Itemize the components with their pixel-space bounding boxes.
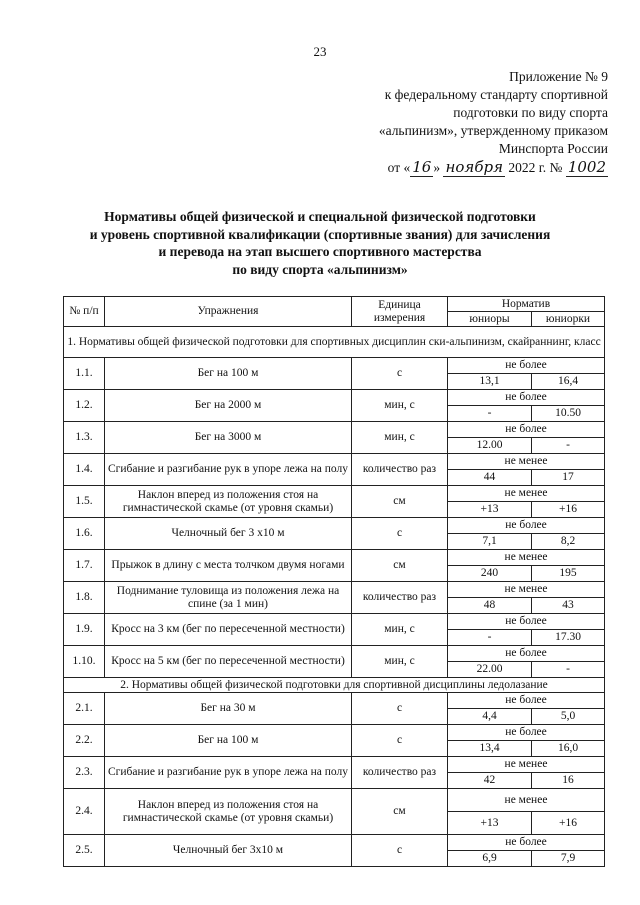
- row-value-juniors-male: 22.00: [448, 662, 532, 678]
- table-row: [64, 422, 605, 438]
- table-row: [64, 789, 605, 812]
- row-exercise: Бег на 3000 м: [105, 422, 352, 454]
- table-row: [64, 646, 605, 662]
- appendix-line-5: Минспорта России: [498, 141, 608, 156]
- title-line-2: и уровень спортивной квалификации (спортивные звания) для зачисления: [89, 226, 551, 242]
- table-row: [64, 518, 605, 534]
- table-row: [64, 358, 605, 374]
- row-value-juniors-female: -: [532, 662, 605, 678]
- row-norm-condition: не более: [448, 358, 605, 374]
- row-unit: количество раз: [352, 582, 448, 614]
- row-value-juniors-male: 13,1: [448, 374, 532, 390]
- row-value-juniors-male: 48: [448, 598, 532, 614]
- row-value-juniors-male: 7,1: [448, 534, 532, 550]
- row-value-juniors-male: 12.00: [448, 438, 532, 454]
- appendix-line-3: подготовки по виду спорта: [453, 105, 608, 120]
- header-juniors-female: юниорки: [532, 312, 605, 327]
- row-norm-condition: не более: [448, 422, 605, 438]
- appendix-header: [288, 68, 608, 177]
- table-row: [64, 835, 605, 851]
- row-exercise: Кросс на 3 км (бег по пересеченной местности): [105, 614, 352, 646]
- row-exercise: Бег на 100 м: [105, 358, 352, 390]
- title-line-4: по виду спорта «альпинизм»: [232, 261, 408, 277]
- row-unit: см: [352, 486, 448, 518]
- table-row: [64, 390, 605, 406]
- row-unit: с: [352, 358, 448, 390]
- row-unit: мин, с: [352, 422, 448, 454]
- row-num: 1.3.: [64, 422, 105, 454]
- header-unit: Единица измерения: [352, 297, 448, 327]
- row-value-juniors-male: 240: [448, 566, 532, 582]
- table-row: [64, 614, 605, 630]
- row-unit: мин, с: [352, 390, 448, 422]
- page-number: 23: [313, 44, 327, 59]
- handwritten-day: 16: [412, 158, 432, 176]
- row-num: 1.6.: [64, 518, 105, 550]
- row-exercise: Бег на 30 м: [105, 693, 352, 725]
- row-exercise: Челночный бег 3x10 м: [105, 835, 352, 867]
- row-num: 2.4.: [64, 789, 105, 835]
- row-exercise: Поднимание туловища из положения лежа на спине (за 1 мин): [105, 582, 352, 614]
- table-row: [64, 725, 605, 741]
- row-unit: см: [352, 550, 448, 582]
- row-value-juniors-female: 7,9: [532, 851, 605, 867]
- row-exercise: Сгибание и разгибание рук в упоре лежа на полу: [105, 454, 352, 486]
- appendix-line-1: Приложение № 9: [509, 69, 608, 84]
- row-norm-condition: не менее: [448, 757, 605, 773]
- row-unit: с: [352, 518, 448, 550]
- row-value-juniors-male: -: [448, 630, 532, 646]
- row-value-juniors-female: -: [532, 438, 605, 454]
- row-num: 1.1.: [64, 358, 105, 390]
- row-exercise: Прыжок в длину с места толчком двумя ногами: [105, 550, 352, 582]
- year-text: 2022 г. №: [508, 160, 563, 175]
- row-norm-condition: не более: [448, 693, 605, 709]
- row-norm-condition: не менее: [448, 582, 605, 598]
- row-norm-condition: не менее: [448, 454, 605, 470]
- row-value-juniors-male: 6,9: [448, 851, 532, 867]
- row-value-juniors-female: 5,0: [532, 709, 605, 725]
- row-norm-condition: не более: [448, 390, 605, 406]
- row-exercise: Наклон вперед из положения стоя на гимнастической скамье (от уровня скамьи): [105, 486, 352, 518]
- title-line-3: и перевода на этап высшего спортивного мастерства: [158, 244, 482, 259]
- row-num: 1.10.: [64, 646, 105, 678]
- row-value-juniors-female: 16: [532, 773, 605, 789]
- row-norm-condition: не более: [448, 614, 605, 630]
- row-num: 1.2.: [64, 390, 105, 422]
- row-norm-condition: не более: [448, 725, 605, 741]
- row-value-juniors-female: 10.50: [532, 406, 605, 422]
- table-row: [64, 757, 605, 773]
- header-norm: Норматив: [448, 297, 605, 312]
- row-unit: мин, с: [352, 646, 448, 678]
- row-num: 1.9.: [64, 614, 105, 646]
- table-row: [64, 693, 605, 709]
- document-title: [40, 208, 600, 278]
- row-num: 1.5.: [64, 486, 105, 518]
- norms-table: [63, 296, 605, 867]
- section-2-heading: 2. Нормативы общей физической подготовки для спортивной дисциплины ледолазание: [64, 678, 605, 693]
- table-row: [64, 582, 605, 598]
- header-num: № п/п: [64, 297, 105, 327]
- row-value-juniors-female: 16,0: [532, 741, 605, 757]
- row-value-juniors-male: +13: [448, 502, 532, 518]
- row-value-juniors-female: 17: [532, 470, 605, 486]
- row-num: 1.4.: [64, 454, 105, 486]
- row-norm-condition: не более: [448, 835, 605, 851]
- row-value-juniors-female: 17.30: [532, 630, 605, 646]
- date-prefix: от «: [387, 160, 411, 175]
- row-value-juniors-male: 4,4: [448, 709, 532, 725]
- header-exercise: Упражнения: [105, 297, 352, 327]
- row-num: 2.1.: [64, 693, 105, 725]
- row-num: 2.2.: [64, 725, 105, 757]
- row-exercise: Кросс на 5 км (бег по пересеченной местности): [105, 646, 352, 678]
- row-value-juniors-female: 16,4: [532, 374, 605, 390]
- row-value-juniors-male: 44: [448, 470, 532, 486]
- appendix-line-4: «альпинизм», утвержденному приказом: [378, 123, 608, 138]
- order-date-line: [288, 158, 608, 177]
- row-value-juniors-female: 8,2: [532, 534, 605, 550]
- row-exercise: Бег на 2000 м: [105, 390, 352, 422]
- handwritten-month: ноября: [445, 158, 504, 176]
- row-num: 1.7.: [64, 550, 105, 582]
- row-num: 2.3.: [64, 757, 105, 789]
- row-exercise: Наклон вперед из положения стоя на гимнастической скамье (от уровня скамьи): [105, 789, 352, 835]
- handwritten-order-number: 1002: [567, 158, 606, 176]
- row-norm-condition: не менее: [448, 486, 605, 502]
- header-juniors-male: юниоры: [448, 312, 532, 327]
- row-norm-condition: не более: [448, 518, 605, 534]
- date-mid: »: [433, 160, 441, 175]
- table-row: [64, 486, 605, 502]
- row-unit: количество раз: [352, 454, 448, 486]
- appendix-line-2: к федеральному стандарту спортивной: [384, 87, 608, 102]
- row-value-juniors-female: 195: [532, 566, 605, 582]
- row-value-juniors-male: +13: [448, 812, 532, 835]
- row-unit: с: [352, 693, 448, 725]
- row-value-juniors-male: 13,4: [448, 741, 532, 757]
- row-norm-condition: не менее: [448, 550, 605, 566]
- row-unit: мин, с: [352, 614, 448, 646]
- row-value-juniors-female: +16: [532, 502, 605, 518]
- row-value-juniors-male: 42: [448, 773, 532, 789]
- title-line-1: Нормативы общей физической и специальной физической подготовки: [104, 209, 536, 224]
- row-value-juniors-female: +16: [532, 812, 605, 835]
- row-unit: количество раз: [352, 757, 448, 789]
- row-value-juniors-female: 43: [532, 598, 605, 614]
- row-num: 2.5.: [64, 835, 105, 867]
- row-norm-condition: не более: [448, 646, 605, 662]
- row-unit: с: [352, 725, 448, 757]
- row-unit: с: [352, 835, 448, 867]
- row-exercise: Сгибание и разгибание рук в упоре лежа на полу: [105, 757, 352, 789]
- row-norm-condition: не менее: [448, 789, 605, 812]
- row-exercise: Челночный бег 3 x10 м: [105, 518, 352, 550]
- section-1-heading: 1. Нормативы общей физической подготовки для спортивных дисциплин ски-альпинизм, скайраннинг, класс: [64, 327, 605, 358]
- table-row: [64, 550, 605, 566]
- row-unit: см: [352, 789, 448, 835]
- row-value-juniors-male: -: [448, 406, 532, 422]
- table-row: [64, 454, 605, 470]
- row-num: 1.8.: [64, 582, 105, 614]
- row-exercise: Бег на 100 м: [105, 725, 352, 757]
